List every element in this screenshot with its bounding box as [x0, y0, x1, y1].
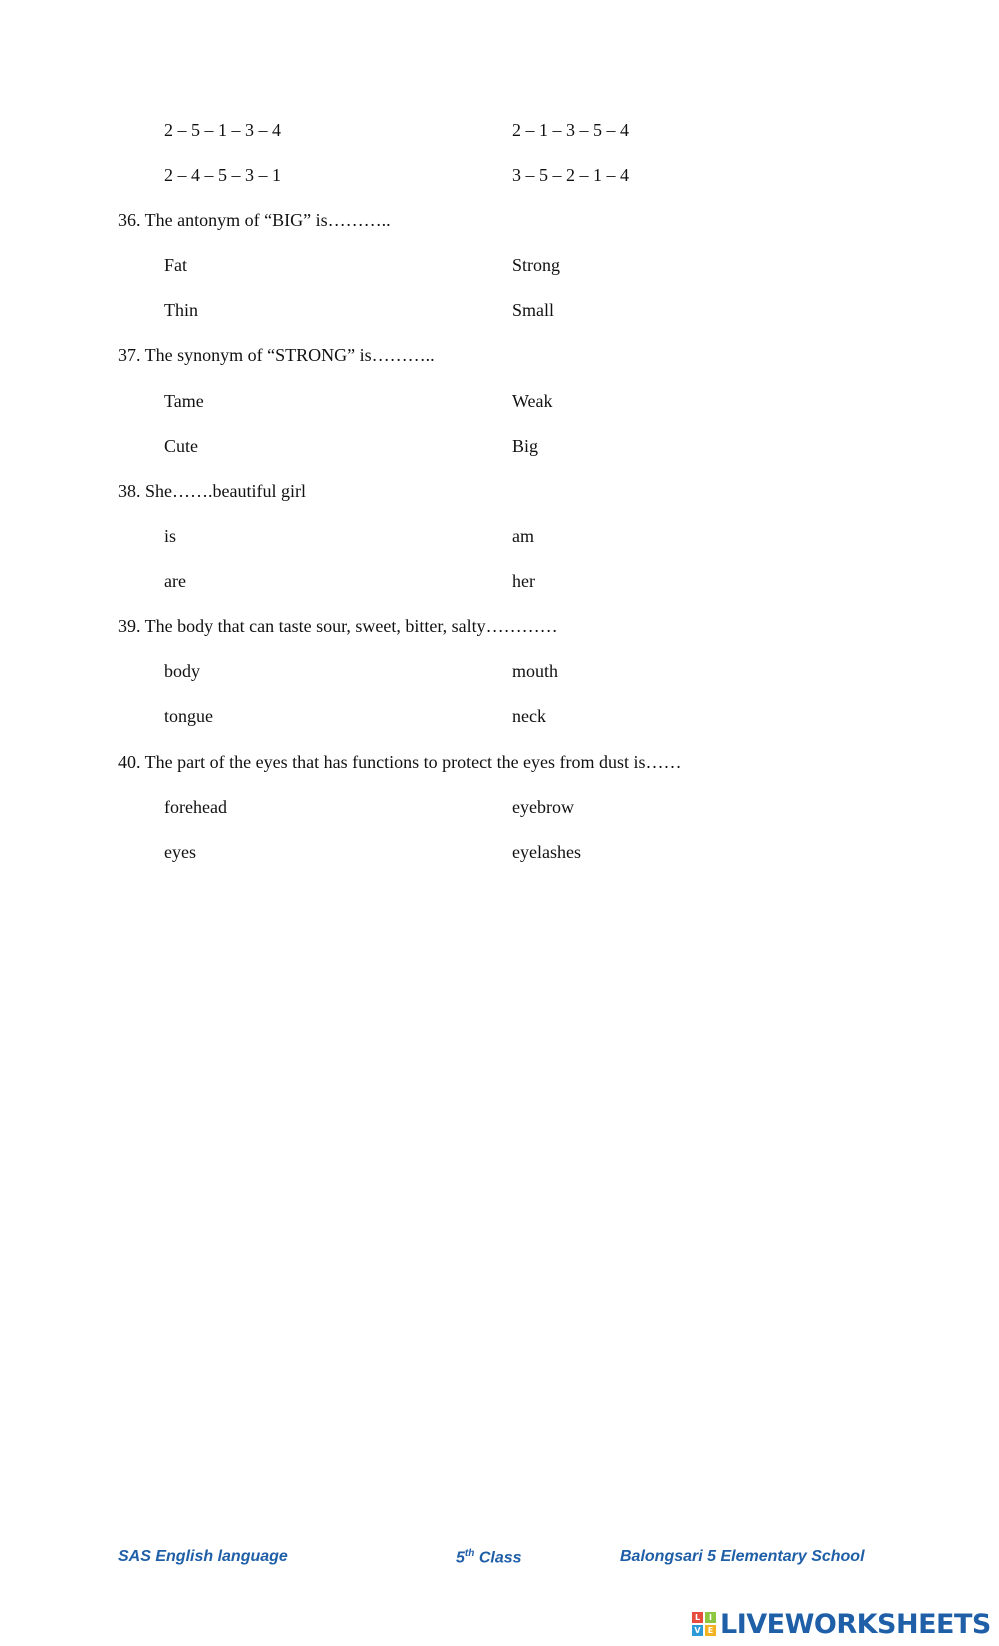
- footer-class-number: 5: [456, 1549, 465, 1567]
- footer-class: [456, 1548, 522, 1567]
- q36-option-d: Small: [512, 300, 555, 320]
- q38-option-b: am: [512, 526, 534, 546]
- footer-subject: SAS English language: [118, 1548, 288, 1565]
- q38-option-c: are: [164, 571, 186, 591]
- q37-option-a: Tame: [164, 391, 204, 411]
- q38-option-a: is: [164, 526, 177, 546]
- question-40: 40. The part of the eyes that has functions to protect the eyes from dust is……: [118, 752, 682, 772]
- q39-option-a: body: [164, 661, 200, 681]
- option-previous-d: 3 – 5 – 2 – 1 – 4: [512, 165, 629, 185]
- footer-class-suffix: th: [464, 1548, 475, 1559]
- q37-option-b: Weak: [512, 391, 553, 411]
- q38-option-d: her: [512, 571, 535, 591]
- q40-option-b: eyebrow: [512, 797, 574, 817]
- liveworksheets-logo: [692, 1608, 991, 1640]
- q40-option-d: eyelashes: [512, 842, 581, 862]
- q36-option-a: Fat: [164, 255, 188, 275]
- q37-option-d: Big: [512, 436, 539, 456]
- q39-option-b: mouth: [512, 661, 559, 681]
- live-mark-letter: I: [705, 1612, 716, 1623]
- q39-option-c: tongue: [164, 706, 213, 726]
- question-39: 39. The body that can taste sour, sweet, bitter, salty…………: [118, 616, 558, 636]
- live-mark-letter: E: [705, 1625, 716, 1636]
- footer-class-word: Class: [478, 1549, 522, 1567]
- q36-option-b: Strong: [512, 255, 561, 275]
- liveworksheets-wordmark: LIVEWORKSHEETS: [720, 1608, 991, 1640]
- live-mark-letter: L: [692, 1612, 703, 1623]
- question-36: 36. The antonym of “BIG” is………..: [118, 210, 391, 230]
- q37-option-c: Cute: [164, 436, 198, 456]
- option-previous-c: 2 – 4 – 5 – 3 – 1: [164, 165, 281, 185]
- option-previous-a: 2 – 5 – 1 – 3 – 4: [164, 120, 281, 140]
- q36-option-c: Thin: [164, 300, 198, 320]
- question-38: 38. She…….beautiful girl: [118, 481, 306, 501]
- option-previous-b: 2 – 1 – 3 – 5 – 4: [512, 120, 629, 140]
- live-mark-letter: V: [692, 1625, 703, 1636]
- q40-option-c: eyes: [164, 842, 196, 862]
- live-mark-icon: [692, 1612, 716, 1636]
- q40-option-a: forehead: [164, 797, 227, 817]
- question-37: 37. The synonym of “STRONG” is………..: [118, 345, 435, 365]
- footer-school: Balongsari 5 Elementary School: [620, 1548, 865, 1565]
- q39-option-d: neck: [512, 706, 546, 726]
